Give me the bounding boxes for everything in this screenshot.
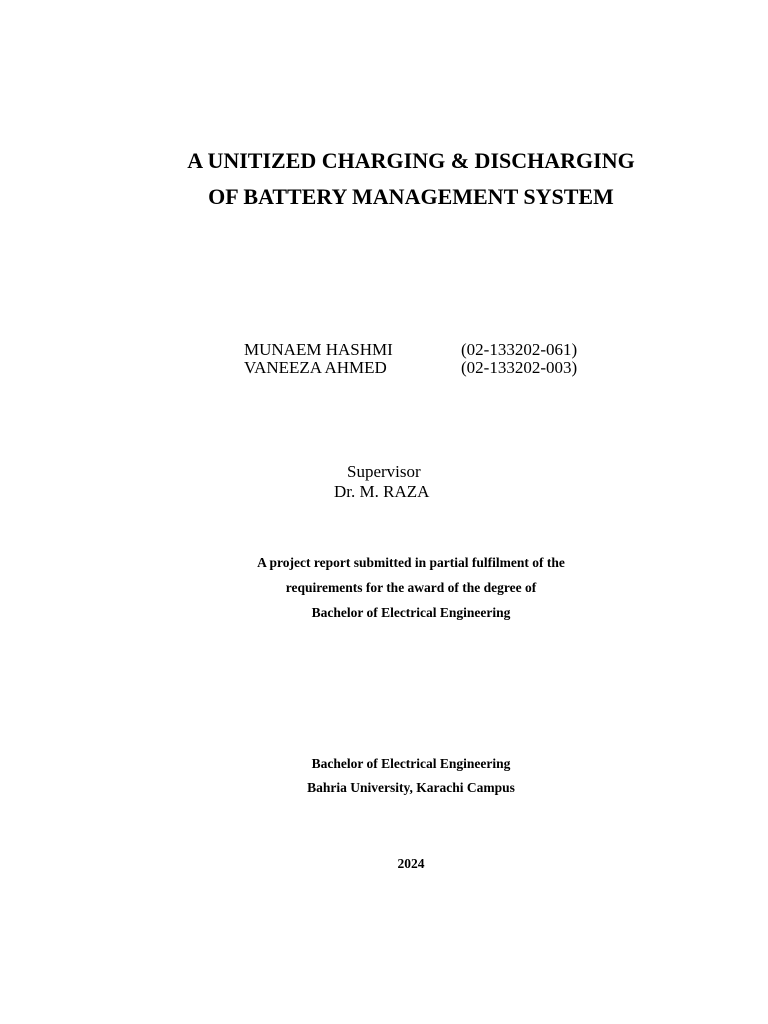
author-id: (02-133202-003)	[461, 358, 578, 377]
author-name: MUNAEM HASHMI	[244, 340, 393, 359]
title-line-2: OF BATTERY MANAGEMENT SYSTEM	[208, 184, 614, 209]
university-name: Bahria University, Karachi Campus	[307, 780, 515, 795]
supervisor-label: Supervisor	[347, 462, 421, 481]
supervisor-name: Dr. M. RAZA	[334, 482, 430, 501]
report-year: 2024	[397, 856, 425, 871]
department-name: Bachelor of Electrical Engineering	[311, 756, 511, 771]
statement-line-2: requirements for the award of the degree of	[285, 580, 537, 595]
author-id: (02-133202-061)	[461, 340, 578, 359]
author-name: VANEEZA AHMED	[244, 358, 387, 377]
statement-line-1: A project report submitted in partial fulfilment of the	[257, 555, 565, 570]
degree-name: Bachelor of Electrical Engineering	[311, 605, 511, 620]
title-line-1: A UNITIZED CHARGING & DISCHARGING	[187, 148, 635, 173]
